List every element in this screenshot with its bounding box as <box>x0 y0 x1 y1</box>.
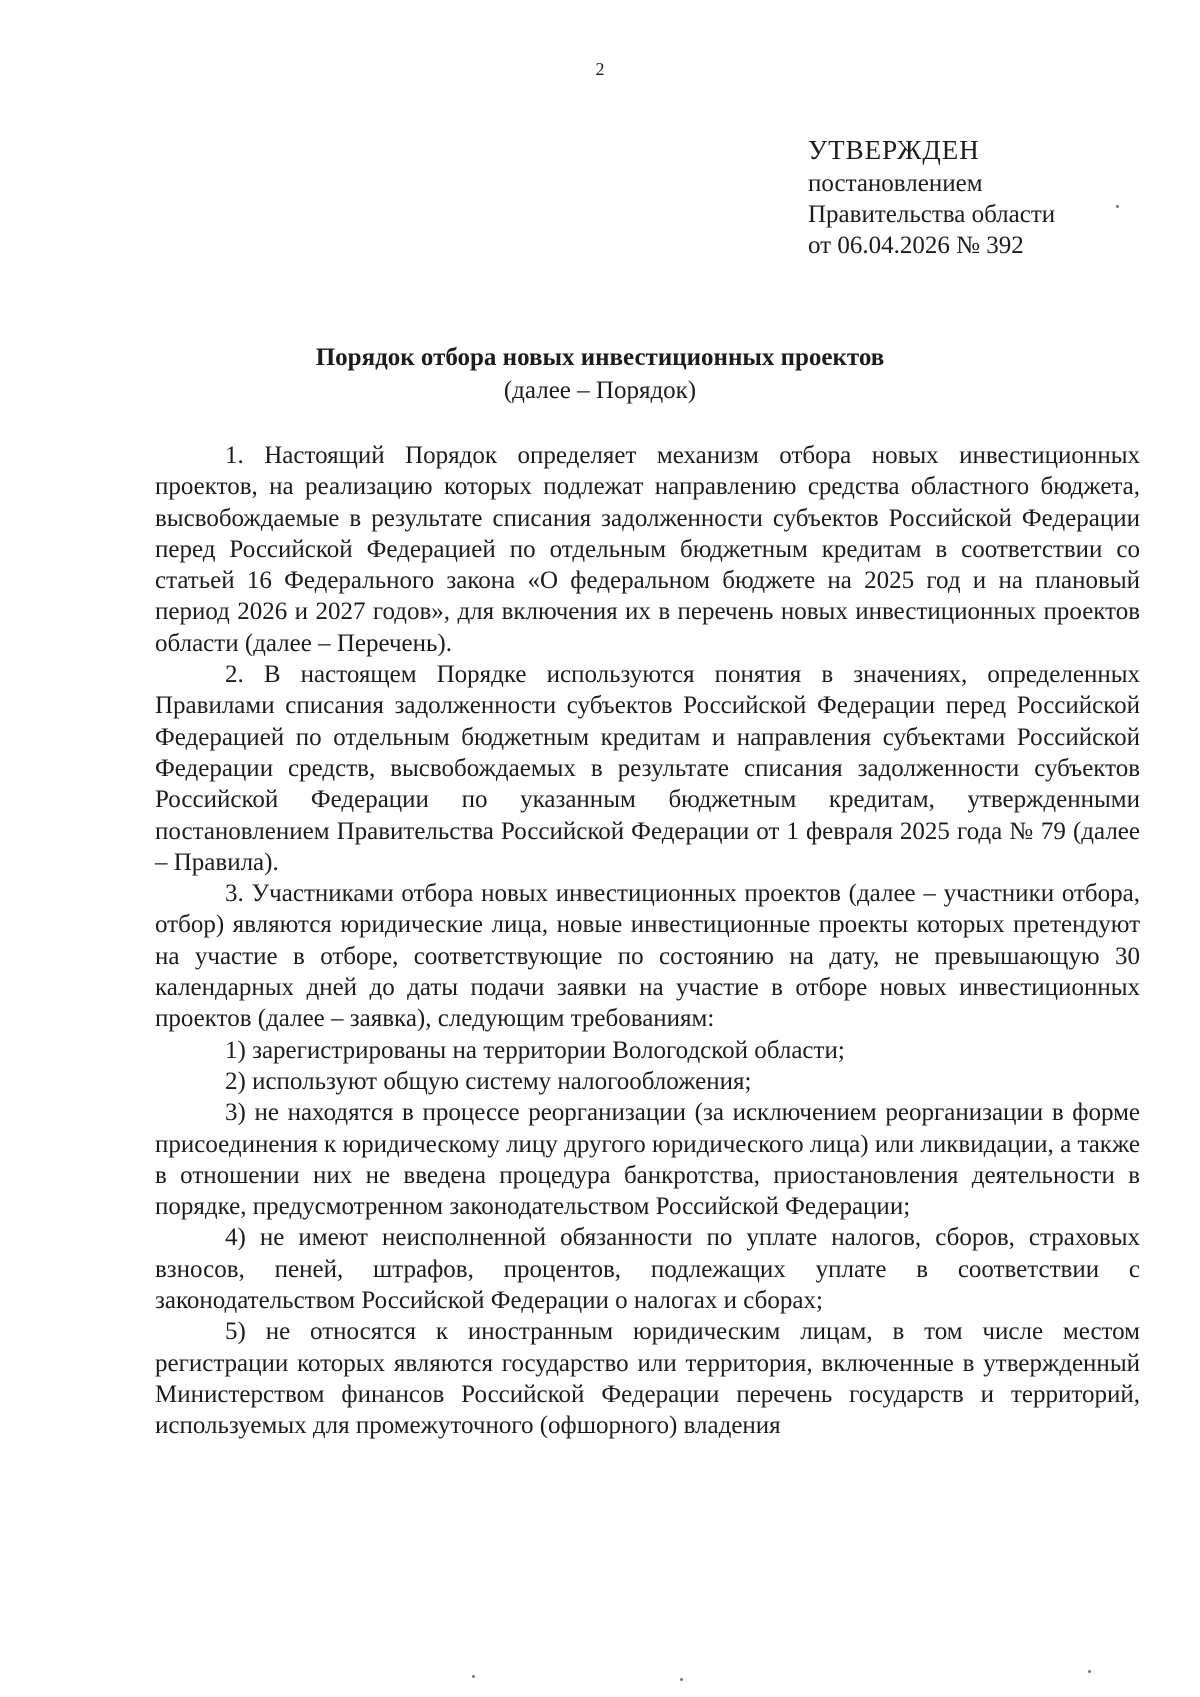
approval-line-2: Правительства области <box>808 201 1056 228</box>
approval-line-1: постановлением <box>808 170 983 197</box>
scan-speck <box>680 1678 683 1681</box>
page-number: 2 <box>595 59 605 79</box>
requirement-2: 2) используют общую систему налогообложения; <box>225 1067 752 1095</box>
paragraph-1: 1. Настоящий Порядок определяет механизм отбора новых инвестиционных проектов, на реализацию которых подлежат направлению средства областного бюджета, высвобождаемые в результате списания задолженности субъектов Российской Федерации перед Российской Федерацией по отдельным бюджетным кредитам в соответствии со статьей 16 Федерального закона «О федеральном бюджете на 2025 год и на плановый период 2026 и 2027 годов», для включения их в перечень новых инвестиционных проектов области (далее – Перечень). <box>155 442 1140 657</box>
requirement-5: 5) не относятся к иностранным юридическим лицам, в том числе местом регистрации которых являются государство или территория, включенные в утвержденный Министерством финансов Российской Федерации перечень государств и территорий, используемых для промежуточного (офшорного) владения <box>155 1318 1140 1440</box>
scan-speck <box>472 1675 475 1678</box>
requirement-1: 1) зарегистрированы на территории Вологодской области; <box>225 1036 845 1064</box>
paragraph-3: 3. Участниками отбора новых инвестиционных проектов (далее – участники отбора, отбор) являются юридические лица, новые инвестиционные проекты которых претендуют на участие в отборе, соответствующие по состоянию на дату, не превышающую 30 календарных дней до даты подачи заявки на участие в отборе новых инвестиционных проектов (далее – заявка), следующим требованиям: <box>155 880 1140 1033</box>
requirement-3: 3) не находятся в процессе реорганизации (за исключением реорганизации в форме присоединения к юридическому лицу другого юридического лица) или ликвидации, а также в отношении них не введена процедура банкротства, приостановления деятельности в порядке, предусмотренном законодательством Российской Федерации; <box>155 1099 1140 1221</box>
scan-speck <box>1088 1670 1091 1673</box>
document-subtitle: (далее – Порядок) <box>503 377 697 404</box>
approval-heading: УТВЕРЖДЕН <box>808 135 980 165</box>
document-heading <box>0 342 1200 408</box>
paragraph-2: 2. В настоящем Порядке используются понятия в значениях, определенных Правилами списания задолженности субъектов Российской Федерации перед Российской Федерацией по отдельным бюджетным кредитам и направления субъектами Российской Федерации средств, высвобождаемых в результате списания задолженности субъектов Российской Федерации по указанным бюджетным кредитам, утвержденными постановлением Правительства Российской Федерации от 1 февраля 2025 года № 79 (далее – Правила). <box>155 661 1140 876</box>
requirement-4: 4) не имеют неисполненной обязанности по уплате налогов, сборов, страховых взносов, пеней, штрафов, процентов, подлежащих уплате в соответствии с законодательством Российской Федерации о налогах и сборах; <box>155 1224 1140 1315</box>
scan-speck <box>1116 205 1119 208</box>
approval-line-3: от 06.04.2026 № 392 <box>808 232 1024 259</box>
document-body <box>155 440 1140 1442</box>
approval-stamp-block <box>808 132 1168 261</box>
document-title: Порядок отбора новых инвестиционных проектов <box>315 344 885 371</box>
